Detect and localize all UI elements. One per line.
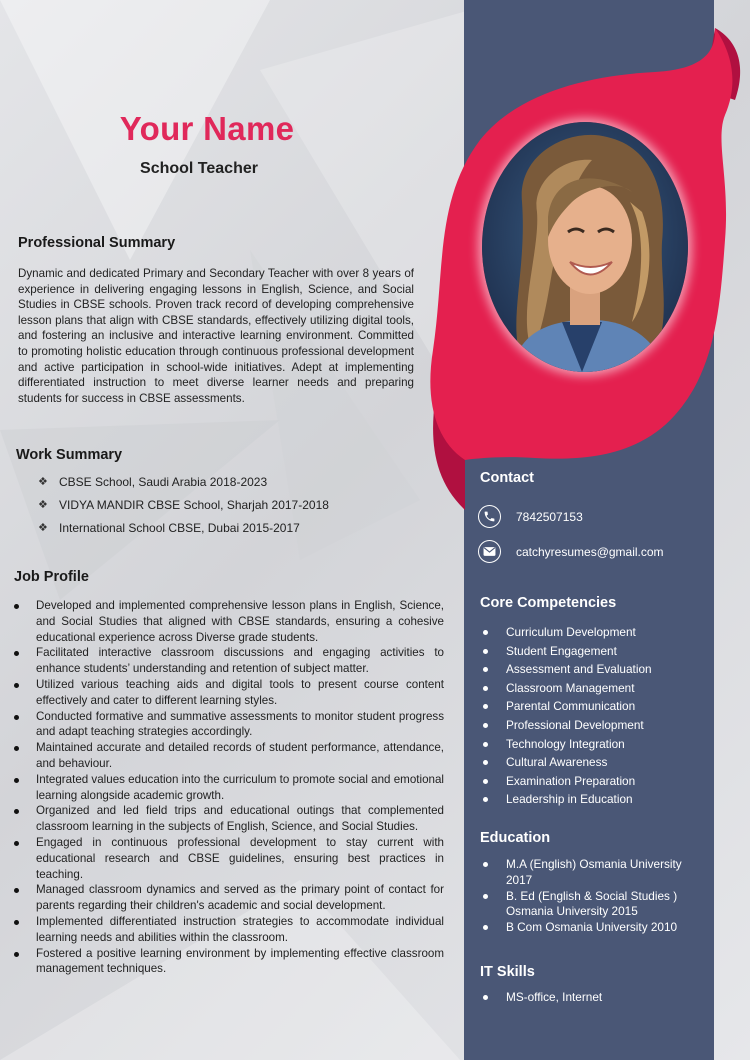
list-item: Facilitated interactive classroom discussions and engaging activities to enhance students’ understanding and retention of subject matter.: [14, 645, 444, 677]
list-item: Developed and implemented comprehensive lesson plans in English, Science, and Social Studies that aligned with CBSE standards, ensuring a cohesive educational experience across Diverse grade students.: [14, 598, 444, 645]
list-item: ❖ International School CBSE, Dubai 2015-2017: [38, 521, 300, 535]
profile-photo: [482, 122, 688, 372]
list-item: Utilized various teaching aids and digital tools to present course content effectively and cater to different learning styles.: [14, 677, 444, 709]
list-item: Classroom Management: [481, 681, 706, 700]
list-item: Implemented differentiated instruction strategies to accommodate individual learning needs and abilities within the classroom.: [14, 914, 444, 946]
list-item: ❖ CBSE School, Saudi Arabia 2018-2023: [38, 475, 268, 489]
list-item: Technology Integration: [481, 737, 706, 756]
list-item: Student Engagement: [481, 644, 706, 663]
education-heading: Education: [480, 830, 551, 846]
list-item: Parental Communication: [481, 699, 706, 718]
list-item: M.A (English) Osmania University 2017: [481, 857, 696, 889]
work-summary-list: [38, 474, 329, 543]
list-item: Conducted formative and summative assessments to monitor student progress and adapt teaching strategies accordingly.: [14, 709, 444, 741]
education-list: [481, 857, 696, 936]
list-item: Integrated values education into the curriculum to promote social and emotional learning alongside academic growth.: [14, 772, 444, 804]
diamond-bullet-icon: ❖: [38, 476, 48, 488]
list-item: Cultural Awareness: [481, 755, 706, 774]
candidate-title: School Teacher: [140, 160, 258, 177]
list-item: B Com Osmania University 2010: [481, 920, 696, 936]
list-item: Maintained accurate and detailed records of student performance, attendance, and behaviour.: [14, 740, 444, 772]
contact-email-row: [478, 540, 664, 563]
contact-heading: Contact: [480, 470, 534, 486]
list-item: Managed classroom dynamics and served as the primary point of contact for parents regarding their children's academic and social development.: [14, 882, 444, 914]
phone-icon: [478, 505, 501, 528]
list-item: Curriculum Development: [481, 625, 706, 644]
list-item: Engaged in continuous professional development to stay current with educational research and CBSE guidelines, ensuring best practices in teaching.: [14, 835, 444, 882]
list-item: ❖ VIDYA MANDIR CBSE School, Sharjah 2017-2018: [38, 498, 329, 512]
contact-email[interactable]: catchyresumes@gmail.com: [516, 544, 664, 559]
diamond-bullet-icon: ❖: [38, 499, 48, 511]
list-item: Leadership in Education: [481, 792, 706, 811]
portrait-illustration: [482, 122, 688, 372]
it-skills-heading: IT Skills: [480, 964, 535, 980]
professional-summary-text: Dynamic and dedicated Primary and Secondary Teacher with over 8 years of experience in delivering engaging lessons in English, Science, and Social Studies in CBSE schools. Proven track record of developing comprehensive lesson plans that align with CBSE standards, effectively utilizing digital tools, and fostering an inclusive and interactive learning environment. Committed to promoting holistic education through continuous professional development and active participation in school-wide initiatives. Adept at implementing differentiated instruction to meet diverse learner needs and preparing students for success in CBSE assessments.: [18, 267, 414, 405]
professional-summary-heading: Professional Summary: [18, 235, 176, 251]
work-summary-heading: Work Summary: [16, 447, 123, 463]
contact-phone-row: [478, 505, 583, 528]
list-item: Professional Development: [481, 718, 706, 737]
list-item: B. Ed (English & Social Studies ) Osmania University 2015: [481, 889, 696, 921]
core-competencies-list: [481, 625, 706, 811]
core-competencies-heading: Core Competencies: [480, 595, 617, 611]
contact-phone: 7842507153: [516, 509, 583, 524]
list-item: Organized and led field trips and educational outings that complemented classroom learning in the subjects of English, Science, and Social Studies.: [14, 803, 444, 835]
list-item: Fostered a positive learning environment by implementing effective classroom management techniques.: [14, 946, 444, 978]
list-item: Examination Preparation: [481, 774, 706, 793]
list-item: MS-office, Internet: [481, 990, 706, 1006]
diamond-bullet-icon: ❖: [38, 522, 48, 534]
candidate-name: Your Name: [119, 110, 295, 147]
job-profile-heading: Job Profile: [14, 569, 89, 585]
list-item: Assessment and Evaluation: [481, 662, 706, 681]
it-skills-list: [481, 990, 706, 1006]
mail-icon: [478, 540, 501, 563]
job-profile-list: [14, 598, 444, 977]
